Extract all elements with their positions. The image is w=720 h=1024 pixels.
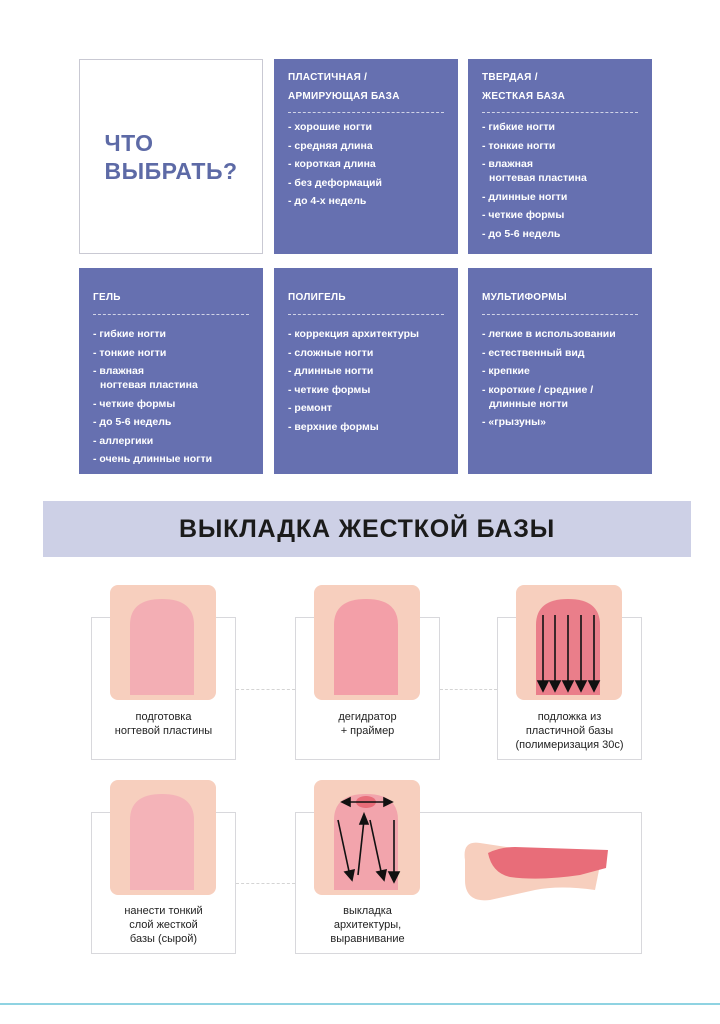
- title-box: [79, 59, 263, 254]
- list-item: длинные ногти: [489, 397, 568, 410]
- connector-line: [236, 883, 295, 884]
- list-item: - влажная: [93, 365, 144, 377]
- list-item: - средняя длина: [288, 139, 373, 152]
- divider: [93, 314, 249, 315]
- list-item: - тонкие ногти: [93, 346, 167, 359]
- step-caption-4: [91, 904, 236, 946]
- section-title: ВЫКЛАДКА ЖЕСТКОЙ БАЗЫ: [179, 514, 555, 543]
- caption-line: + праймер: [340, 725, 395, 737]
- finger-illustration-3: [508, 585, 630, 700]
- divider: [482, 314, 638, 315]
- list-item: ногтевая пластина: [489, 172, 587, 184]
- card-title: МУЛЬТИФОРМЫ: [482, 292, 567, 303]
- step-caption-5: [295, 904, 440, 946]
- card-title-line2: ЖЕСТКАЯ БАЗА: [482, 91, 566, 102]
- list-item: - легкие в использовании: [482, 328, 616, 340]
- connector-line: [236, 689, 295, 690]
- card-plastic-base: [274, 59, 458, 254]
- list-item: - без деформаций: [288, 176, 382, 189]
- list-item: - верхние формы: [288, 420, 379, 433]
- list-item: - крепкие: [482, 365, 530, 377]
- card-multiforms: [468, 268, 652, 474]
- step-caption-1: [91, 710, 236, 738]
- nail-profile-illustration: [460, 835, 610, 910]
- card-polygel: [274, 268, 458, 474]
- caption-line: подложка из: [537, 711, 602, 723]
- card-title-line1: ТВЕРДАЯ /: [482, 72, 538, 83]
- list-item: - до 5-6 недель: [482, 227, 561, 240]
- finger-illustration-5: [306, 780, 428, 895]
- card-title: ПОЛИГЕЛЬ: [288, 292, 346, 303]
- card-title-line2: АРМИРУЮЩАЯ БАЗА: [288, 91, 400, 102]
- list-item: - короткая длина: [288, 158, 376, 170]
- card-hard-base: [468, 59, 652, 254]
- nail-plate: [334, 794, 398, 890]
- caption-line: нанести тонкий: [124, 905, 203, 917]
- list-item: - «грызуны»: [482, 416, 546, 428]
- list-item: - гибкие ногти: [482, 121, 555, 133]
- connector-line: [440, 689, 497, 690]
- card-title: ГЕЛЬ: [93, 292, 121, 303]
- nail-plate: [130, 599, 194, 695]
- list-item: - хорошие ногти: [288, 121, 372, 133]
- divider: [288, 112, 444, 113]
- finger-illustration-4: [102, 780, 224, 895]
- list-item: - аллергики: [93, 434, 154, 447]
- caption-line: подготовка: [135, 711, 192, 723]
- caption-line: слой жесткой: [129, 919, 198, 931]
- list-item: - гибкие ногти: [93, 328, 166, 340]
- list-item: - естественный вид: [482, 346, 585, 359]
- list-item: - ремонт: [288, 402, 333, 414]
- divider: [288, 314, 444, 315]
- list-item: - влажная: [482, 158, 533, 170]
- list-item: - тонкие ногти: [482, 139, 556, 152]
- page-title-line2: ВЫБРАТЬ?: [104, 157, 238, 184]
- caption-line: выкладка: [343, 905, 392, 917]
- caption-line: пластичной базы: [525, 725, 614, 737]
- list-item: - до 5-6 недель: [93, 416, 172, 428]
- page-title-line1: ЧТО: [104, 129, 154, 156]
- card-title-line1: ПЛАСТИЧНАЯ /: [288, 72, 368, 83]
- caption-line: базы (сырой): [129, 933, 198, 945]
- caption-line: выравнивание: [330, 933, 405, 945]
- list-item: - длинные ногти: [482, 190, 568, 203]
- divider: [482, 112, 638, 113]
- caption-line: архитектуры,: [333, 919, 402, 931]
- finger-illustration-1: [102, 585, 224, 700]
- list-item: - четкие формы: [482, 209, 565, 221]
- list-item: - четкие формы: [288, 383, 371, 396]
- bottom-accent-line: [0, 1003, 720, 1005]
- page-title: [104, 129, 237, 185]
- caption-line: ногтевой пластины: [114, 725, 213, 737]
- list-item: - очень длинные ногти: [93, 453, 213, 465]
- list-item: - четкие формы: [93, 397, 176, 410]
- section-banner: [43, 501, 691, 557]
- nail-plate: [334, 599, 398, 695]
- list-item: - короткие / средние /: [482, 383, 594, 396]
- step-caption-2: [295, 710, 440, 738]
- card-gel: [79, 268, 263, 474]
- nail-plate: [130, 794, 194, 890]
- step-caption-3: [497, 710, 642, 752]
- list-item: - до 4-х недель: [288, 195, 367, 207]
- finger-illustration-2: [306, 585, 428, 700]
- list-item: ногтевая пластина: [100, 379, 198, 391]
- list-item: - коррекция архитектуры: [288, 328, 419, 340]
- caption-line: дегидратор: [338, 711, 397, 723]
- caption-line: (полимеризация 30с): [515, 739, 624, 751]
- list-item: - сложные ногти: [288, 346, 374, 359]
- list-item: - длинные ногти: [288, 365, 374, 377]
